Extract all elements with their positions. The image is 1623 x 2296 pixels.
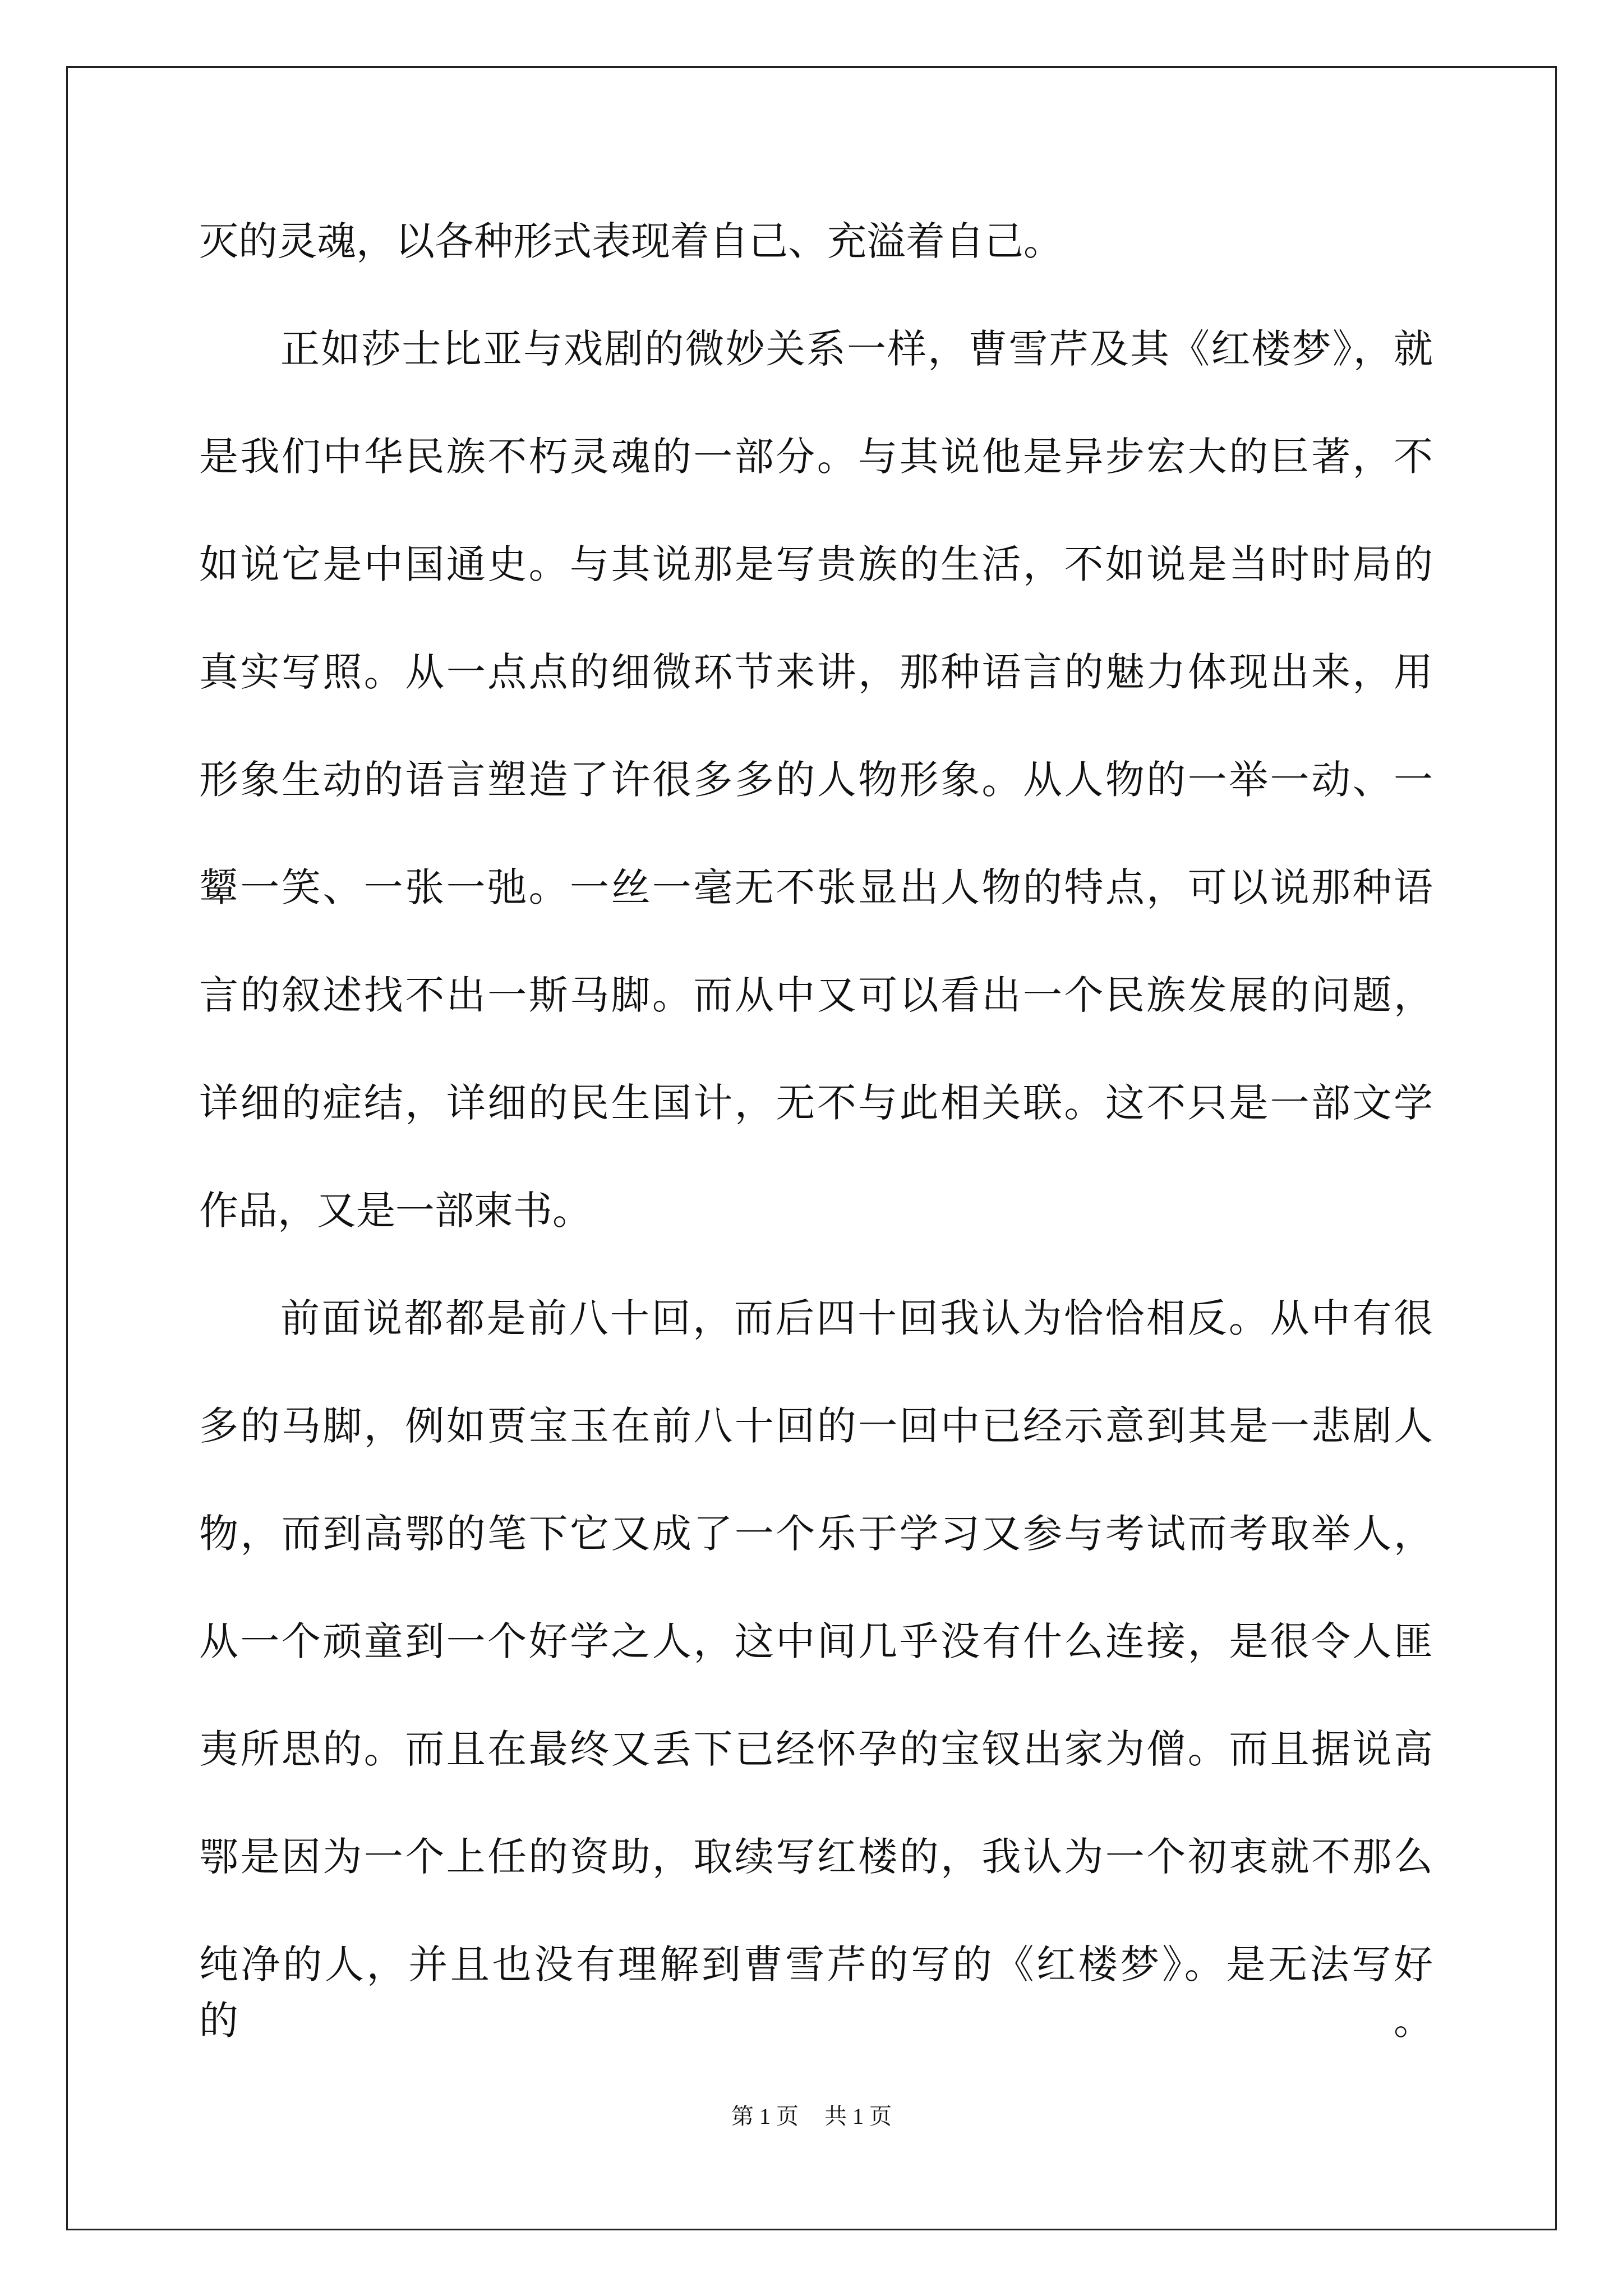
document-body [199,213,1433,2044]
page-total: 共 1 页 [824,2104,892,2129]
page-footer [0,2102,1623,2131]
text-line: 真实写照。从一点点的细微环节来讲，那种语言的魅力体现出来，用 [199,649,1433,695]
text-line: 从一个顽童到一个好学之人，这中间几乎没有什么连接，是很令人匪 [199,1618,1433,1664]
paragraph-start-line: 前面说都都是前八十回，而后四十回我认为恰恰相反。从中有很 [280,1295,1433,1341]
text-line: 是我们中华民族不朽灵魂的一部分。与其说他是异步宏大的巨著，不 [199,434,1433,480]
page-number: 第 1 页 [731,2104,799,2129]
text-line: 颦一笑、一张一弛。一丝一毫无不张显出人物的特点，可以说那种语 [199,864,1433,910]
text-line: 夷所思的。而且在最终又丢下已经怀孕的宝钗出家为僧。而且据说高 [199,1726,1433,1772]
text-line: 纯净的人，并且也没有理解到曹雪芹的写的《红楼梦》。是无法写好的。 [199,1941,1433,2044]
text-line: 形象生动的语言塑造了许很多多的人物形象。从人物的一举一动、一 [199,757,1433,803]
text-line: 详细的症结，详细的民生国计，无不与此相关联。这不只是一部文学 [199,1080,1433,1126]
text-line: 言的叙述找不出一斯马脚。而从中又可以看出一个民族发展的问题， [199,972,1433,1018]
paragraph-start-line: 正如莎士比亚与戏剧的微妙关系一样，曹雪芹及其《红楼梦》，就 [280,326,1433,372]
text-line: 灭的灵魂，以各种形式表现着自己、充溢着自己。 [199,218,1063,264]
text-line: 鄂是因为一个上任的资助，取续写红楼的，我认为一个初衷就不那么 [199,1834,1433,1880]
text-line: 物，而到高鄂的笔下它又成了一个乐于学习又参与考试而考取举人， [199,1511,1433,1557]
text-line: 作品，又是一部柬书。 [199,1188,592,1234]
text-line: 如说它是中国通史。与其说那是写贵族的生活，不如说是当时时局的 [199,541,1433,587]
text-line: 多的马脚，例如贾宝玉在前八十回的一回中已经示意到其是一悲剧人 [199,1403,1433,1449]
